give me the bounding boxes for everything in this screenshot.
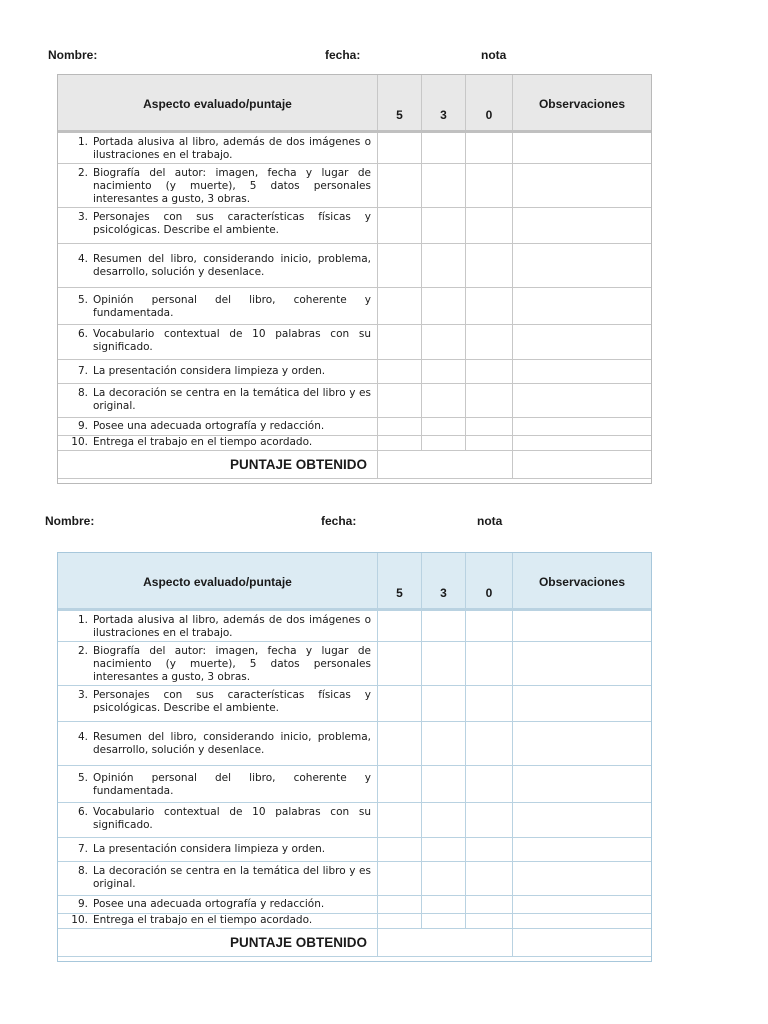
observations-cell[interactable] [512,418,651,435]
nota-label: nota [481,48,507,62]
fecha-label: fecha: [321,514,357,528]
score-cell-5[interactable] [377,208,421,243]
observations-cell[interactable] [512,862,651,895]
score-header-0: 0 [485,586,493,600]
score-cell-5[interactable] [377,288,421,324]
score-cell-0[interactable] [465,642,512,685]
item-number: 5. [77,294,88,306]
nombre-label: Nombre: [48,48,98,62]
score-cell-5[interactable] [377,360,421,383]
score-cell-3[interactable] [421,722,465,765]
score-cell-0[interactable] [465,418,512,435]
score-cell-5[interactable] [377,418,421,435]
item-number: 10. [71,914,88,926]
observations-cell[interactable] [512,838,651,861]
score-cell-5[interactable] [377,244,421,287]
observations-cell[interactable] [512,244,651,287]
score-cell-3[interactable] [421,418,465,435]
item-text: Entrega el trabajo en el tiempo acordado. [93,436,313,448]
item-text: La decoración se centra en la temática del libro y es original. [93,865,371,890]
observations-cell[interactable] [512,896,651,913]
score-cell-0[interactable] [465,436,512,450]
score-cell-3[interactable] [421,803,465,837]
table-row [58,208,651,244]
item-text: Resumen del libro, considerando inicio, problema, desarrollo, solución y desenlace. [93,731,371,756]
total-label: PUNTAJE OBTENIDO [229,935,367,950]
table-row [58,384,651,418]
table-row [58,766,651,803]
observations-header: Observaciones [538,97,626,111]
observations-header: Observaciones [538,575,626,589]
score-cell-0[interactable] [465,360,512,383]
score-cell-3[interactable] [421,766,465,802]
score-cell-3[interactable] [421,325,465,359]
observations-cell[interactable] [512,325,651,359]
item-text: La presentación considera limpieza y orden. [93,843,326,855]
item-number: 3. [77,211,88,223]
fecha-label: fecha: [325,48,361,62]
score-cell-5[interactable] [377,896,421,913]
table-row [58,133,651,164]
table-row [58,722,651,766]
score-cell-5[interactable] [377,384,421,417]
observations-cell[interactable] [512,642,651,685]
score-cell-5[interactable] [377,164,421,207]
item-number: 1. [77,136,88,148]
observations-cell[interactable] [512,914,651,928]
observations-cell[interactable] [512,360,651,383]
score-header-5: 5 [396,108,403,122]
score-cell-5[interactable] [377,766,421,802]
nombre-label: Nombre: [45,514,95,528]
score-cell-3[interactable] [421,896,465,913]
score-cell-0[interactable] [465,208,512,243]
table-row [58,686,651,722]
score-cell-0[interactable] [465,288,512,324]
table-row [58,418,651,436]
score-cell-3[interactable] [421,360,465,383]
aspect-header: Aspecto evaluado/puntaje [143,97,292,111]
item-number: 9. [77,898,88,910]
total-row [58,929,651,957]
item-number: 3. [77,689,88,701]
score-cell-3[interactable] [421,838,465,861]
table-row [58,288,651,325]
score-cell-0[interactable] [465,244,512,287]
score-header-0: 0 [485,108,493,122]
item-number: 2. [77,645,88,657]
score-cell-5[interactable] [377,325,421,359]
observations-cell[interactable] [512,164,651,207]
score-cell-3[interactable] [421,288,465,324]
score-cell-5[interactable] [377,838,421,861]
score-cell-0[interactable] [465,838,512,861]
score-cell-3[interactable] [421,914,465,928]
total-observations-cell[interactable] [512,929,652,956]
item-text: La decoración se centra en la temática del libro y es original. [93,387,371,412]
item-text: Vocabulario contextual de 10 palabras con su significado. [93,806,371,831]
score-cell-3[interactable] [421,133,465,163]
item-number: 1. [77,614,88,626]
score-cell-3[interactable] [421,686,465,721]
item-number: 4. [77,731,88,743]
item-number: 10. [71,436,88,448]
table-header-row [58,553,651,611]
observations-cell[interactable] [512,436,651,450]
table-header-row [58,75,651,133]
score-cell-0[interactable] [465,803,512,837]
form-header-1 [0,48,768,68]
nota-label: nota [477,514,503,528]
score-cell-3[interactable] [421,244,465,287]
score-cell-0[interactable] [465,686,512,721]
item-text: Biografía del autor: imagen, fecha y lugar de nacimiento (y muerte), 5 datos personales interesantes a gusto, 3 obras. [93,645,371,683]
score-cell-0[interactable] [465,611,512,641]
score-cell-3[interactable] [421,164,465,207]
total-score-cell[interactable] [377,451,513,478]
score-cell-3[interactable] [421,208,465,243]
total-row [58,451,651,479]
score-cell-3[interactable] [421,862,465,895]
observations-cell[interactable] [512,288,651,324]
table-row [58,862,651,896]
score-header-3: 3 [440,108,447,122]
score-cell-0[interactable] [465,384,512,417]
total-score-cell[interactable] [377,929,513,956]
item-text: Portada alusiva al libro, además de dos imágenes o ilustraciones en el trabajo. [93,614,371,639]
item-text: Posee una adecuada ortografía y redacción. [93,898,325,910]
observations-cell[interactable] [512,686,651,721]
observations-cell[interactable] [512,722,651,765]
item-text: Resumen del libro, considerando inicio, problema, desarrollo, solución y desenlace. [93,253,371,278]
score-cell-5[interactable] [377,133,421,163]
score-cell-5[interactable] [377,686,421,721]
total-label: PUNTAJE OBTENIDO [229,457,367,472]
observations-cell[interactable] [512,803,651,837]
table-row [58,642,651,686]
score-cell-3[interactable] [421,436,465,450]
table-row [58,611,651,642]
score-cell-0[interactable] [465,862,512,895]
score-cell-3[interactable] [421,642,465,685]
score-cell-0[interactable] [465,133,512,163]
table-row [58,244,651,288]
aspect-header: Aspecto evaluado/puntaje [143,575,292,589]
score-cell-0[interactable] [465,722,512,765]
table-row [58,164,651,208]
score-cell-3[interactable] [421,611,465,641]
item-text: Vocabulario contextual de 10 palabras con su significado. [93,328,371,353]
table-row [58,914,651,929]
score-cell-0[interactable] [465,325,512,359]
table-row [58,436,651,451]
item-number: 6. [77,328,88,340]
item-text: Posee una adecuada ortografía y redacción. [93,420,325,432]
table-row [58,360,651,384]
table-row [58,325,651,360]
item-number: 2. [77,167,88,179]
score-cell-0[interactable] [465,914,512,928]
observations-cell[interactable] [512,208,651,243]
item-number: 9. [77,420,88,432]
score-cell-5[interactable] [377,722,421,765]
item-text: Portada alusiva al libro, además de dos imágenes o ilustraciones en el trabajo. [93,136,371,161]
observations-cell[interactable] [512,611,651,641]
score-cell-5[interactable] [377,436,421,450]
score-header-5: 5 [396,586,403,600]
table-row [58,838,651,862]
item-text: Entrega el trabajo en el tiempo acordado. [93,914,313,926]
score-cell-5[interactable] [377,611,421,641]
table-row [58,896,651,914]
item-number: 7. [77,365,88,377]
item-number: 8. [77,865,88,877]
item-text: La presentación considera limpieza y orden. [93,365,326,377]
item-number: 8. [77,387,88,399]
score-header-3: 3 [440,586,447,600]
form-header-2 [0,514,768,534]
score-cell-5[interactable] [377,862,421,895]
total-observations-cell[interactable] [512,451,652,478]
item-text: Opinión personal del libro, coherente y fundamentada. [93,294,371,319]
item-text: Personajes con sus características físicas y psicológicas. Describe el ambiente. [93,689,371,714]
rubric-table-1 [57,74,652,484]
score-cell-0[interactable] [465,164,512,207]
score-cell-5[interactable] [377,914,421,928]
observations-cell[interactable] [512,384,651,417]
item-number: 5. [77,772,88,784]
item-text: Personajes con sus características físicas y psicológicas. Describe el ambiente. [93,211,371,236]
observations-cell[interactable] [512,766,651,802]
score-cell-5[interactable] [377,803,421,837]
score-cell-5[interactable] [377,642,421,685]
rubric-table-2 [57,552,652,962]
item-text: Opinión personal del libro, coherente y fundamentada. [93,772,371,797]
score-cell-3[interactable] [421,384,465,417]
score-cell-0[interactable] [465,896,512,913]
table-row [58,803,651,838]
item-number: 6. [77,806,88,818]
item-text: Biografía del autor: imagen, fecha y lugar de nacimiento (y muerte), 5 datos personales interesantes a gusto, 3 obras. [93,167,371,205]
score-cell-0[interactable] [465,766,512,802]
item-number: 7. [77,843,88,855]
item-number: 4. [77,253,88,265]
observations-cell[interactable] [512,133,651,163]
